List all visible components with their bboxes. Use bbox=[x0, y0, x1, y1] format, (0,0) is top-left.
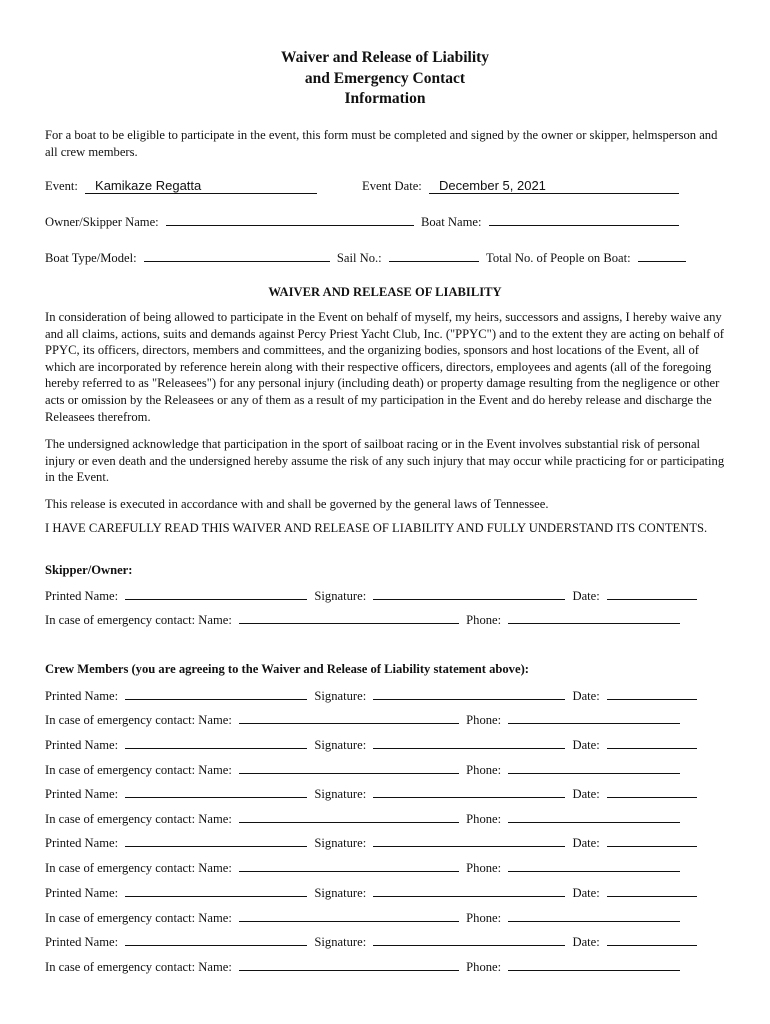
emergency-name-field[interactable] bbox=[239, 762, 459, 774]
emergency-row bbox=[45, 860, 680, 876]
form-title bbox=[0, 48, 770, 110]
printed-name-field[interactable] bbox=[125, 688, 307, 700]
phone-label: Phone: bbox=[466, 861, 502, 875]
waiver-paragraph-1: In consideration of being allowed to participate in the Event on behalf of myself, my heirs, successors and assigns, I hereby waive any and all claims, actions, suits and demands against Percy Priest Yacht Club, Inc. ("PPYC") and to the extent they are acting on behalf of PPYC, its officers, directors, members and committees, and the organizing bodies, sponsors and host locations of the Event, all of which are incorporated by reference herein along with their respective officers, directors, employees and agents (all of the foregoing hereby referred to as "Releasees") for any personal injury (including death) or property damage resulting from the negligence or other acts or omission by the Releasees or any of them as a result of my participation in the Event and do hereby release and discharge the Releasees therefrom. bbox=[45, 310, 725, 424]
printed-name-label: Printed Name: bbox=[45, 886, 119, 900]
phone-field[interactable] bbox=[508, 712, 680, 724]
printed-name-label: Printed Name: bbox=[45, 935, 119, 949]
title-line-2: and Emergency Contact bbox=[304, 69, 466, 87]
printed-name-label: Printed Name: bbox=[45, 738, 119, 752]
emergency-row bbox=[45, 762, 680, 778]
event-label: Event: bbox=[45, 179, 78, 193]
boat-type-label: Boat Type/Model: bbox=[45, 251, 137, 265]
date-label: Date: bbox=[572, 738, 600, 752]
signature-label: Signature: bbox=[314, 836, 367, 850]
date-label: Date: bbox=[572, 836, 600, 850]
emergency-name-field[interactable] bbox=[239, 910, 459, 922]
date-field[interactable] bbox=[607, 588, 697, 600]
title-line-1: Waiver and Release of Liability bbox=[280, 49, 490, 66]
phone-field[interactable] bbox=[508, 612, 680, 624]
boat-row bbox=[45, 250, 686, 266]
waiver-paragraph-3: This release is executed in accordance with and shall be governed by the general laws of Tennessee. bbox=[45, 497, 549, 511]
signature-label: Signature: bbox=[314, 689, 367, 703]
sail-no-field[interactable] bbox=[389, 250, 479, 262]
boat-type-field[interactable] bbox=[144, 250, 330, 262]
signature-row bbox=[45, 786, 697, 802]
signature-row bbox=[45, 835, 697, 851]
signature-label: Signature: bbox=[314, 935, 367, 949]
signature-field[interactable] bbox=[373, 688, 565, 700]
printed-name-label: Printed Name: bbox=[45, 689, 119, 703]
date-field[interactable] bbox=[607, 737, 697, 749]
signature-field[interactable] bbox=[373, 934, 565, 946]
event-date-label: Event Date: bbox=[362, 179, 422, 193]
emergency-name-field[interactable] bbox=[239, 712, 459, 724]
printed-name-field[interactable] bbox=[125, 786, 307, 798]
printed-name-field[interactable] bbox=[125, 588, 307, 600]
emergency-name-field[interactable] bbox=[239, 612, 459, 624]
phone-label: Phone: bbox=[466, 960, 502, 974]
printed-name-field[interactable] bbox=[125, 885, 307, 897]
signature-field[interactable] bbox=[373, 885, 565, 897]
printed-name-label: Printed Name: bbox=[45, 836, 119, 850]
emergency-row bbox=[45, 910, 680, 926]
signature-field[interactable] bbox=[373, 588, 565, 600]
people-label: Total No. of People on Boat: bbox=[486, 251, 631, 265]
event-field[interactable]: Kamikaze Regatta bbox=[85, 179, 317, 194]
signature-row bbox=[45, 885, 697, 901]
emergency-label: In case of emergency contact: Name: bbox=[45, 763, 232, 777]
printed-name-field[interactable] bbox=[125, 737, 307, 749]
event-date-field[interactable]: December 5, 2021 bbox=[429, 179, 679, 194]
date-label: Date: bbox=[572, 787, 600, 801]
phone-label: Phone: bbox=[466, 613, 502, 627]
date-field[interactable] bbox=[607, 885, 697, 897]
signature-label: Signature: bbox=[314, 738, 367, 752]
signature-row bbox=[45, 688, 697, 704]
phone-field[interactable] bbox=[508, 762, 680, 774]
emergency-label: In case of emergency contact: Name: bbox=[45, 713, 232, 727]
date-field[interactable] bbox=[607, 934, 697, 946]
event-row bbox=[45, 179, 317, 194]
emergency-label: In case of emergency contact: Name: bbox=[45, 960, 232, 974]
signature-field[interactable] bbox=[373, 835, 565, 847]
phone-label: Phone: bbox=[466, 763, 502, 777]
date-label: Date: bbox=[572, 589, 600, 603]
owner-label: Owner/Skipper Name: bbox=[45, 215, 159, 229]
phone-field[interactable] bbox=[508, 959, 680, 971]
title-line-3: Information bbox=[344, 90, 426, 107]
boat-name-label: Boat Name: bbox=[420, 215, 482, 229]
phone-label: Phone: bbox=[466, 812, 502, 826]
skipper-heading: Skipper/Owner: bbox=[45, 563, 133, 577]
emergency-label: In case of emergency contact: Name: bbox=[45, 911, 232, 925]
sail-no-label: Sail No.: bbox=[336, 251, 382, 265]
phone-label: Phone: bbox=[466, 911, 502, 925]
boat-name-field[interactable] bbox=[489, 214, 679, 226]
signature-label: Signature: bbox=[314, 589, 367, 603]
date-field[interactable] bbox=[607, 688, 697, 700]
printed-name-label: Printed Name: bbox=[45, 589, 119, 603]
date-field[interactable] bbox=[607, 835, 697, 847]
printed-name-field[interactable] bbox=[125, 934, 307, 946]
signature-field[interactable] bbox=[373, 786, 565, 798]
emergency-row bbox=[45, 712, 680, 728]
signature-row bbox=[45, 934, 697, 950]
emergency-row bbox=[45, 811, 680, 827]
emergency-name-field[interactable] bbox=[239, 959, 459, 971]
emergency-label: In case of emergency contact: Name: bbox=[45, 613, 232, 627]
intro-text: For a boat to be eligible to participate in the event, this form must be completed and signed by the owner or skipper, helmsperson and all crew members. bbox=[45, 128, 718, 159]
phone-field[interactable] bbox=[508, 811, 680, 823]
owner-name-field[interactable] bbox=[166, 214, 414, 226]
emergency-label: In case of emergency contact: Name: bbox=[45, 812, 232, 826]
crew-heading: Crew Members (you are agreeing to the Waiver and Release of Liability statement above): bbox=[45, 662, 529, 676]
printed-name-field[interactable] bbox=[125, 835, 307, 847]
emergency-name-field[interactable] bbox=[239, 811, 459, 823]
date-label: Date: bbox=[572, 886, 600, 900]
emergency-row bbox=[45, 612, 680, 628]
signature-label: Signature: bbox=[314, 886, 367, 900]
waiver-heading: WAIVER AND RELEASE OF LIABILITY bbox=[268, 285, 502, 299]
signature-field[interactable] bbox=[373, 737, 565, 749]
date-field[interactable] bbox=[607, 786, 697, 798]
phone-field[interactable] bbox=[508, 860, 680, 872]
owner-row bbox=[45, 214, 679, 230]
signature-row bbox=[45, 588, 697, 604]
emergency-label: In case of emergency contact: Name: bbox=[45, 861, 232, 875]
phone-label: Phone: bbox=[466, 713, 502, 727]
date-label: Date: bbox=[572, 689, 600, 703]
people-field[interactable] bbox=[638, 250, 686, 262]
emergency-name-field[interactable] bbox=[239, 860, 459, 872]
phone-field[interactable] bbox=[508, 910, 680, 922]
event-date-row bbox=[362, 179, 679, 194]
emergency-row bbox=[45, 959, 680, 975]
printed-name-label: Printed Name: bbox=[45, 787, 119, 801]
waiver-paragraph-2: The undersigned acknowledge that participation in the sport of sailboat racing or in the Event involves substantial risk of personal injury or even death and the undersigned hereby assume the risk of any such injury that may occur while practicing for or participating in the Event. bbox=[45, 437, 725, 485]
waiver-paragraph-4: I HAVE CAREFULLY READ THIS WAIVER AND RELEASE OF LIABILITY AND FULLY UNDERSTAND ITS CONTENTS. bbox=[45, 521, 708, 535]
date-label: Date: bbox=[572, 935, 600, 949]
signature-label: Signature: bbox=[314, 787, 367, 801]
signature-row bbox=[45, 737, 697, 753]
